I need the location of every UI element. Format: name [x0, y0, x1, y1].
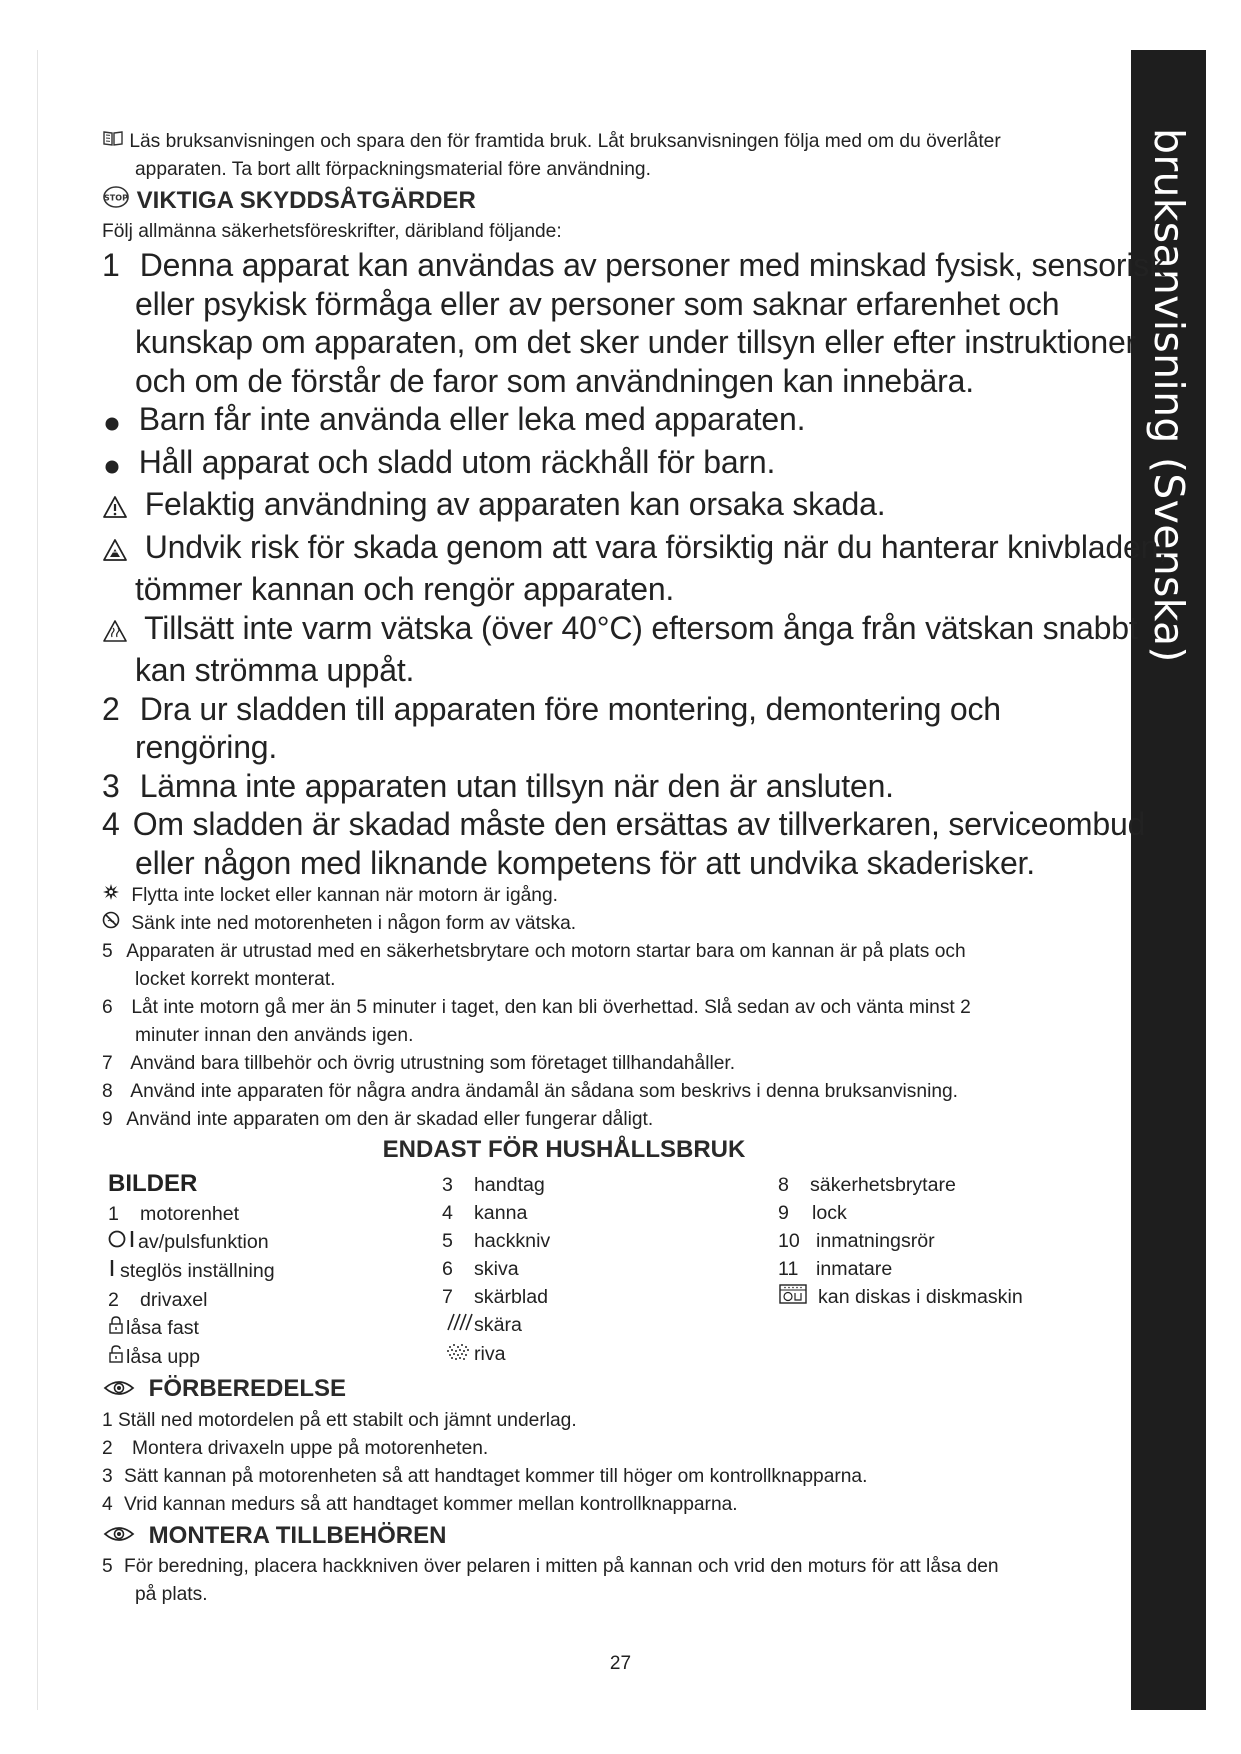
item-8	[102, 1078, 1122, 1106]
page-edge-line	[37, 50, 38, 1710]
bullet-reach-text: Håll apparat och sladd utom räckhåll för barn.	[138, 443, 776, 480]
part-number: 3	[442, 1174, 453, 1197]
step-text: Ställ ned motordelen på ett stabilt och jämnt underlag.	[118, 1409, 577, 1431]
eye-icon	[102, 1374, 142, 1407]
parts-column-3	[778, 1171, 1023, 1313]
book-icon	[102, 128, 124, 156]
item-5	[102, 938, 1122, 966]
parts-column-2	[442, 1171, 550, 1369]
item-9	[102, 1106, 1122, 1134]
part-number: 6	[442, 1258, 453, 1281]
part-variable	[108, 1257, 275, 1286]
part-10	[778, 1227, 1023, 1255]
hot-liquid-warning-icon	[102, 613, 128, 652]
item-2-number: 2	[102, 690, 120, 727]
part-6	[442, 1255, 550, 1283]
attach-heading-text: MONTERA TILLBEHÖREN	[148, 1521, 447, 1549]
bullet-children-text: Barn får inte använda eller leka med apparaten.	[138, 401, 806, 438]
prep-step-1	[102, 1407, 1122, 1435]
bullet-icon	[102, 447, 122, 486]
lock-closed-icon	[108, 1315, 126, 1343]
part-dishwasher	[778, 1283, 1023, 1313]
item-6-text: Låt inte motorn gå mer än 5 minuter i taget, den kan bli överhettad. Slå sedan av och vänta minst 2	[131, 997, 971, 1019]
small-warning-lid	[102, 882, 1122, 910]
prep-step-3	[102, 1463, 1122, 1491]
step-text: Vrid kannan medurs så att handtaget kommer mellan kontrollknapparna.	[124, 1493, 738, 1515]
part-label: skärblad	[474, 1286, 549, 1309]
item-8-number: 8	[102, 1081, 113, 1103]
part-number: 11	[778, 1258, 799, 1281]
intro-line-2: apparaten. Ta bort allt förpackningsmaterial före användning.	[135, 159, 651, 181]
part-7	[442, 1283, 550, 1311]
safety-heading-text: VIKTIGA SKYDDSÅTGÄRDER	[136, 187, 476, 215]
household-only-heading: ENDAST FÖR HUSHÅLLSBRUK	[382, 1136, 746, 1164]
step-text: Sätt kannan på motorenheten så att handtaget kommer till höger om kontrollknapparna.	[124, 1465, 868, 1487]
item-5-text: Apparaten är utrustad med en säkerhetsbrytare och motorn startar bara om kannan är på plats och	[126, 941, 966, 963]
blade-hazard-icon	[102, 532, 128, 571]
item-4-text: Om sladden är skadad måste den ersättas av tillverkaren, serviceombud	[132, 806, 1146, 843]
part-label: säkerhetsbrytare	[810, 1174, 956, 1197]
parts-list	[102, 1166, 1122, 1366]
warning-misuse	[102, 485, 1122, 528]
warning-misuse-text: Felaktig användning av apparaten kan orsaka skada.	[144, 486, 886, 523]
prep-step-4	[102, 1491, 1122, 1519]
item-3-number: 3	[102, 767, 120, 804]
item-8-text: Använd inte apparaten för några andra ändamål än sådana som beskrivs i denna bruksanvisning.	[130, 1081, 959, 1103]
part-number: 7	[442, 1286, 453, 1309]
step-number: 1	[102, 1409, 113, 1431]
item-1-number: 1	[102, 247, 120, 284]
intro-line-1	[102, 128, 1122, 156]
part-label: riva	[474, 1343, 506, 1366]
language-side-tab	[1131, 50, 1206, 1710]
part-number: 9	[778, 1202, 789, 1225]
part-number: 1	[108, 1203, 119, 1226]
part-3	[442, 1171, 550, 1199]
eye-icon	[102, 1520, 142, 1553]
part-2	[108, 1286, 275, 1314]
part-label: hackkniv	[474, 1230, 551, 1253]
item-5-number: 5	[102, 941, 113, 963]
prep-heading-text: FÖRBEREDELSE	[148, 1375, 347, 1403]
step-number: 5	[102, 1555, 113, 1577]
step-text: Montera drivaxeln uppe på motorenheten.	[132, 1437, 489, 1459]
step-number: 2	[102, 1437, 113, 1459]
bullet-reach	[102, 443, 1122, 486]
dishwasher-safe-icon	[778, 1283, 818, 1313]
warning-hot-liquid-cont: kan strömma uppåt.	[135, 652, 415, 689]
side-tab-title: bruksanvisning (Svenska)	[1144, 128, 1193, 663]
part-number: 5	[442, 1230, 453, 1253]
item-6-number: 6	[102, 997, 113, 1019]
step-number: 3	[102, 1465, 113, 1487]
item-1-cont-2: kunskap om apparaten, om det sker under tillsyn eller efter instruktioner	[135, 324, 1137, 361]
item-3-text: Lämna inte apparaten utan tillsyn när den är ansluten.	[139, 767, 894, 804]
page-number: 27	[609, 1653, 632, 1674]
variable-speed-icon	[108, 1258, 120, 1286]
part-8	[778, 1171, 1023, 1199]
small-warning-immerse	[102, 910, 1122, 938]
part-number: 2	[108, 1289, 119, 1312]
safety-subheading: Följ allmänna säkerhetsföreskrifter, däribland följande:	[102, 221, 562, 243]
item-9-text: Använd inte apparaten om den är skadad eller fungerar dåligt.	[126, 1109, 654, 1131]
part-4	[442, 1199, 550, 1227]
parts-title: BILDER	[108, 1170, 198, 1198]
warning-blades-cont: tömmer kannan och rengör apparaten.	[135, 571, 675, 608]
small-warning-lid-text: Flytta inte locket eller kannan när motorn är igång.	[131, 885, 558, 907]
part-label: av/pulsfunktion	[138, 1231, 269, 1254]
item-3	[102, 767, 1122, 806]
attach-step-5-cont: på plats.	[135, 1583, 208, 1605]
svg-text:STOP: STOP	[104, 193, 128, 203]
part-label: skära	[474, 1314, 522, 1337]
intro-text-1: Läs bruksanvisningen och spara den för framtida bruk. Låt bruksanvisningen följa med om du överlåter	[129, 131, 1001, 153]
part-label: låsa fast	[126, 1317, 199, 1340]
warning-triangle-icon	[102, 489, 128, 528]
item-6	[102, 994, 1122, 1022]
item-4-number: 4	[102, 806, 120, 843]
warning-blades-text: Undvik risk för skada genom att vara försiktig när du hanterar knivbladen,	[144, 528, 1167, 565]
part-label: lock	[812, 1202, 847, 1225]
item-4-cont: eller någon med liknande kompetens för att undvika skaderisker.	[135, 844, 1035, 881]
part-label: låsa upp	[126, 1345, 201, 1368]
item-1-cont-3: och om de förstår de faror som användningen kan innebära.	[135, 362, 974, 399]
item-7-number: 7	[102, 1053, 113, 1075]
part-1	[108, 1200, 275, 1228]
part-label: inmatare	[816, 1258, 893, 1281]
attach-step-5	[102, 1553, 1122, 1581]
part-label: handtag	[474, 1174, 545, 1197]
part-onoff	[108, 1228, 275, 1257]
step-text: För beredning, placera hackkniven över pelaren i mitten på kannan och vrid den moturs för att låsa den	[124, 1555, 999, 1577]
part-number: 4	[442, 1202, 453, 1225]
item-6-cont: minuter innan den används igen.	[135, 1025, 414, 1047]
item-2-text: Dra ur sladden till apparaten före montering, demontering och	[139, 690, 1001, 727]
part-label: steglös inställning	[120, 1260, 275, 1283]
item-1	[102, 246, 1165, 285]
bullet-icon	[102, 404, 122, 443]
motor-running-icon	[102, 882, 126, 910]
warning-hot-liquid-text: Tillsätt inte varm vätska (över 40°C) eftersom ånga från vätskan snabbt	[144, 609, 1138, 646]
part-9	[778, 1199, 1023, 1227]
parts-column-1	[108, 1166, 275, 1371]
part-number: 8	[778, 1174, 789, 1197]
part-unlock	[108, 1343, 275, 1372]
small-warning-immerse-text: Sänk inte ned motorenheten i någon form av vätska.	[131, 913, 577, 935]
part-label: drivaxel	[140, 1289, 208, 1312]
prep-heading	[102, 1372, 1122, 1406]
prep-step-2	[102, 1435, 1122, 1463]
part-slice	[442, 1311, 550, 1340]
step-number: 4	[102, 1493, 113, 1515]
page-content	[102, 128, 1167, 1609]
attach-heading	[102, 1519, 1122, 1553]
part-lock	[108, 1314, 275, 1343]
part-label: inmatningsrör	[816, 1230, 935, 1253]
no-immerse-icon	[102, 910, 126, 938]
item-5-cont: locket korrekt monterat.	[135, 969, 336, 991]
item-1-text: Denna apparat kan användas av personer med minskad fysisk, sensorisk	[139, 247, 1165, 284]
slice-icon	[442, 1312, 474, 1340]
item-2	[102, 690, 1122, 729]
on-off-pulse-icon	[108, 1229, 138, 1257]
part-label: kanna	[474, 1202, 528, 1225]
item-7	[102, 1050, 1122, 1078]
item-7-text: Använd bara tillbehör och övrig utrustning som företaget tillhandahåller.	[130, 1053, 736, 1075]
part-label: motorenhet	[140, 1203, 240, 1226]
lock-open-icon	[108, 1344, 126, 1372]
part-label: kan diskas i diskmaskin	[818, 1286, 1023, 1309]
item-1-cont-1: eller psykisk förmåga eller av personer som saknar erfarenhet och	[135, 285, 1060, 322]
warning-hot-liquid	[102, 609, 1138, 652]
stop-icon	[102, 185, 130, 218]
warning-blades	[102, 528, 1167, 571]
part-11	[778, 1255, 1023, 1283]
item-2-cont: rengöring.	[135, 729, 278, 766]
part-label: skiva	[474, 1258, 519, 1281]
safety-heading	[102, 184, 1122, 218]
grate-icon	[442, 1341, 474, 1369]
item-4	[102, 805, 1146, 844]
bullet-children	[102, 400, 1122, 443]
part-5	[442, 1227, 550, 1255]
part-grate	[442, 1340, 550, 1369]
item-9-number: 9	[102, 1109, 113, 1131]
part-number: 10	[778, 1230, 800, 1253]
